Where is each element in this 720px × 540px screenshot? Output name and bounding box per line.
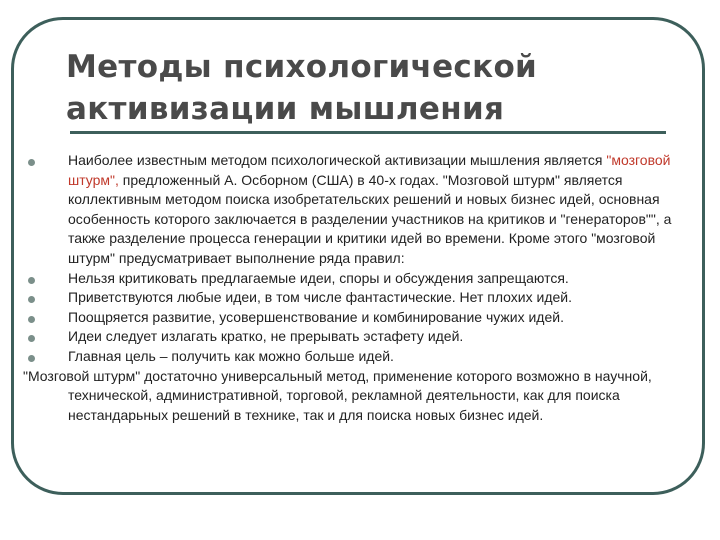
title-underline: [70, 131, 666, 134]
bullet-icon: [28, 316, 35, 323]
rule-text: Приветствуются любые идеи, в том числе фантастические. Нет плохих идей.: [68, 289, 572, 306]
rule-item: [22, 308, 692, 328]
bullet-icon: [28, 335, 35, 342]
rule-text: Идеи следует излагать кратко, не прерывать эстафету идей.: [68, 328, 464, 345]
rule-item: [22, 327, 692, 347]
intro-paragraph: [22, 151, 692, 269]
rule-text: Поощряется развитие, усовершенствование и комбинирование чужих идей.: [68, 308, 564, 325]
title-line-1: Методы психологической: [66, 49, 538, 85]
bullet-icon: [28, 296, 35, 303]
intro-highlight: "мозговой штурм",: [68, 152, 671, 188]
slide-body: [22, 151, 692, 425]
intro-text-end: предложенный А. Осборном (США) в 40-х годах. "Мозговой штурм" является коллективным методом поиска изобретательских решений и новых бизнес идей, основная особенность которого заключается в разделении участников на критиков и "генераторов"", а также разделение процесса генерации и критики идей во времени. Кроме этого "мозговой штурм" предусматривает выполнение ряда правил:: [68, 171, 672, 266]
rule-text: Нельзя критиковать предлагаемые идеи, споры и обсуждения запрещаются.: [68, 269, 569, 286]
title-line-2: активизации мышления: [66, 91, 505, 127]
bullet-icon: [28, 159, 35, 166]
bullet-icon: [28, 277, 35, 284]
rule-item: [22, 347, 692, 367]
closing-paragraph: "Мозговой штурм" достаточно универсальный метод, применение которого возможно в научной, технической, административной, торговой, рекламной деятельности, как для поиска нестандарьных решений в технике, так и для поиска новых бизнес идей.: [23, 367, 652, 423]
rule-text: Главная цель – получить как можно больше идей.: [68, 347, 394, 364]
rule-item: [22, 269, 692, 289]
intro-text-start: Наиболее известным методом психологической активизации мышления является: [68, 152, 607, 168]
slide-title: [66, 46, 666, 130]
bullet-icon: [28, 355, 35, 362]
rule-item: [22, 288, 692, 308]
